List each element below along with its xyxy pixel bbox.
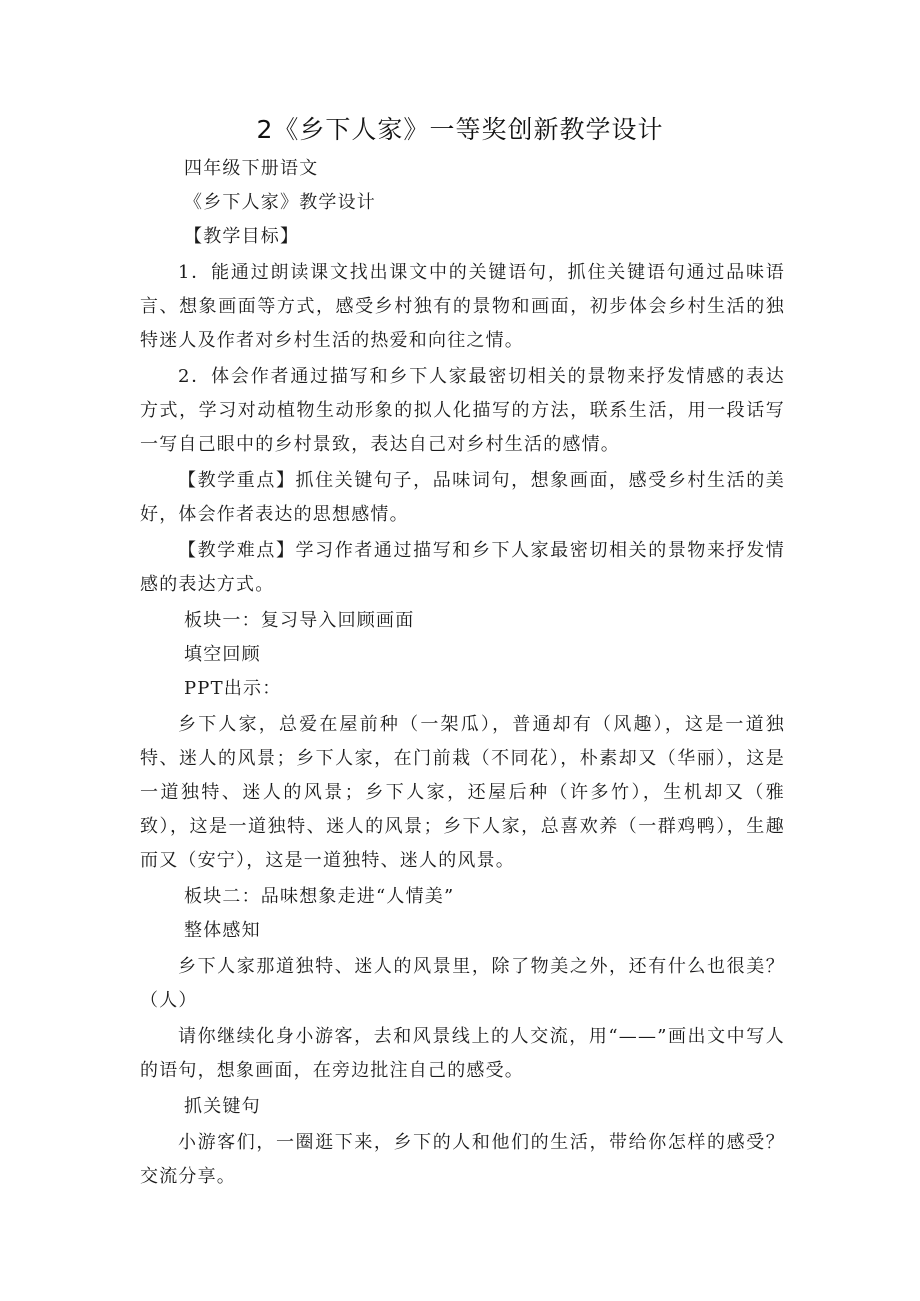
ppt-fill-in-paragraph: 乡下人家，总爱在屋前种（一架瓜），普通却有（风趣），这是一道独特、迷人的风景；乡下人家，在门前栽（不同花），朴素却又（华丽），这是一道独特、迷人的风景；乡下人家，还屋后种（许多竹），生机却又（雅致），这是一道独特、迷人的风景；乡下人家，总喜欢养（一群鸡鸭），生趣而又（安宁），这是一道独特、迷人的风景。 bbox=[140, 714, 785, 871]
section-two-heading: 板块二：品味想象走进“人情美” bbox=[184, 886, 455, 907]
activity-instruction: 请你继续化身小游客，去和风景线上的人交流，用“——”画出文中写人的语句，想象画面，在旁边批注自己的感受。 bbox=[140, 1026, 785, 1081]
question-paragraph: 乡下人家那道独特、迷人的风景里，除了物美之外，还有什么也很美？（人） bbox=[140, 956, 785, 1011]
lesson-design-title: 《乡下人家》教学设计 bbox=[184, 192, 376, 213]
teaching-focus: 【教学重点】抓住关键句子，品味词句，想象画面，感受乡村生活的美好，体会作者表达的思想感情。 bbox=[140, 470, 785, 525]
teaching-difficulty: 【教学难点】学习作者通过描写和乡下人家最密切相关的景物来抒发情感的表达方式。 bbox=[140, 540, 785, 595]
ppt-show-label: PPT出示： bbox=[184, 678, 282, 699]
sharing-prompt: 小游客们，一圈逛下来，乡下的人和他们的生活，带给你怎样的感受？交流分享。 bbox=[140, 1132, 785, 1187]
goal-item-2: 2．体会作者通过描写和乡下人家最密切相关的景物来抒发情感的表达方式，学习对动植物生动形象的拟人化描写的方法，联系生活，用一段话写一写自己眼中的乡村景致，表达自己对乡村生活的感情。 bbox=[140, 366, 785, 455]
section-one-heading: 板块一：复习导入回顾画面 bbox=[184, 610, 415, 631]
overall-perception: 整体感知 bbox=[184, 920, 261, 941]
document-title: 2《乡下人家》一等奖创新教学设计 bbox=[256, 115, 664, 144]
goal-item-1: 1．能通过朗读课文找出课文中的关键语句，抓住关键语句通过品味语言、想象画面等方式，感受乡村独有的景物和画面，初步体会乡村生活的独特迷人及作者对乡村生活的热爱和向往之情。 bbox=[140, 262, 785, 351]
document-body bbox=[140, 152, 785, 1194]
teaching-goals-heading: 【教学目标】 bbox=[184, 226, 300, 247]
fill-blank-review: 填空回顾 bbox=[184, 644, 261, 665]
key-sentence-heading: 抓关键句 bbox=[184, 1096, 261, 1117]
grade-subject-line: 四年级下册语文 bbox=[184, 158, 319, 179]
